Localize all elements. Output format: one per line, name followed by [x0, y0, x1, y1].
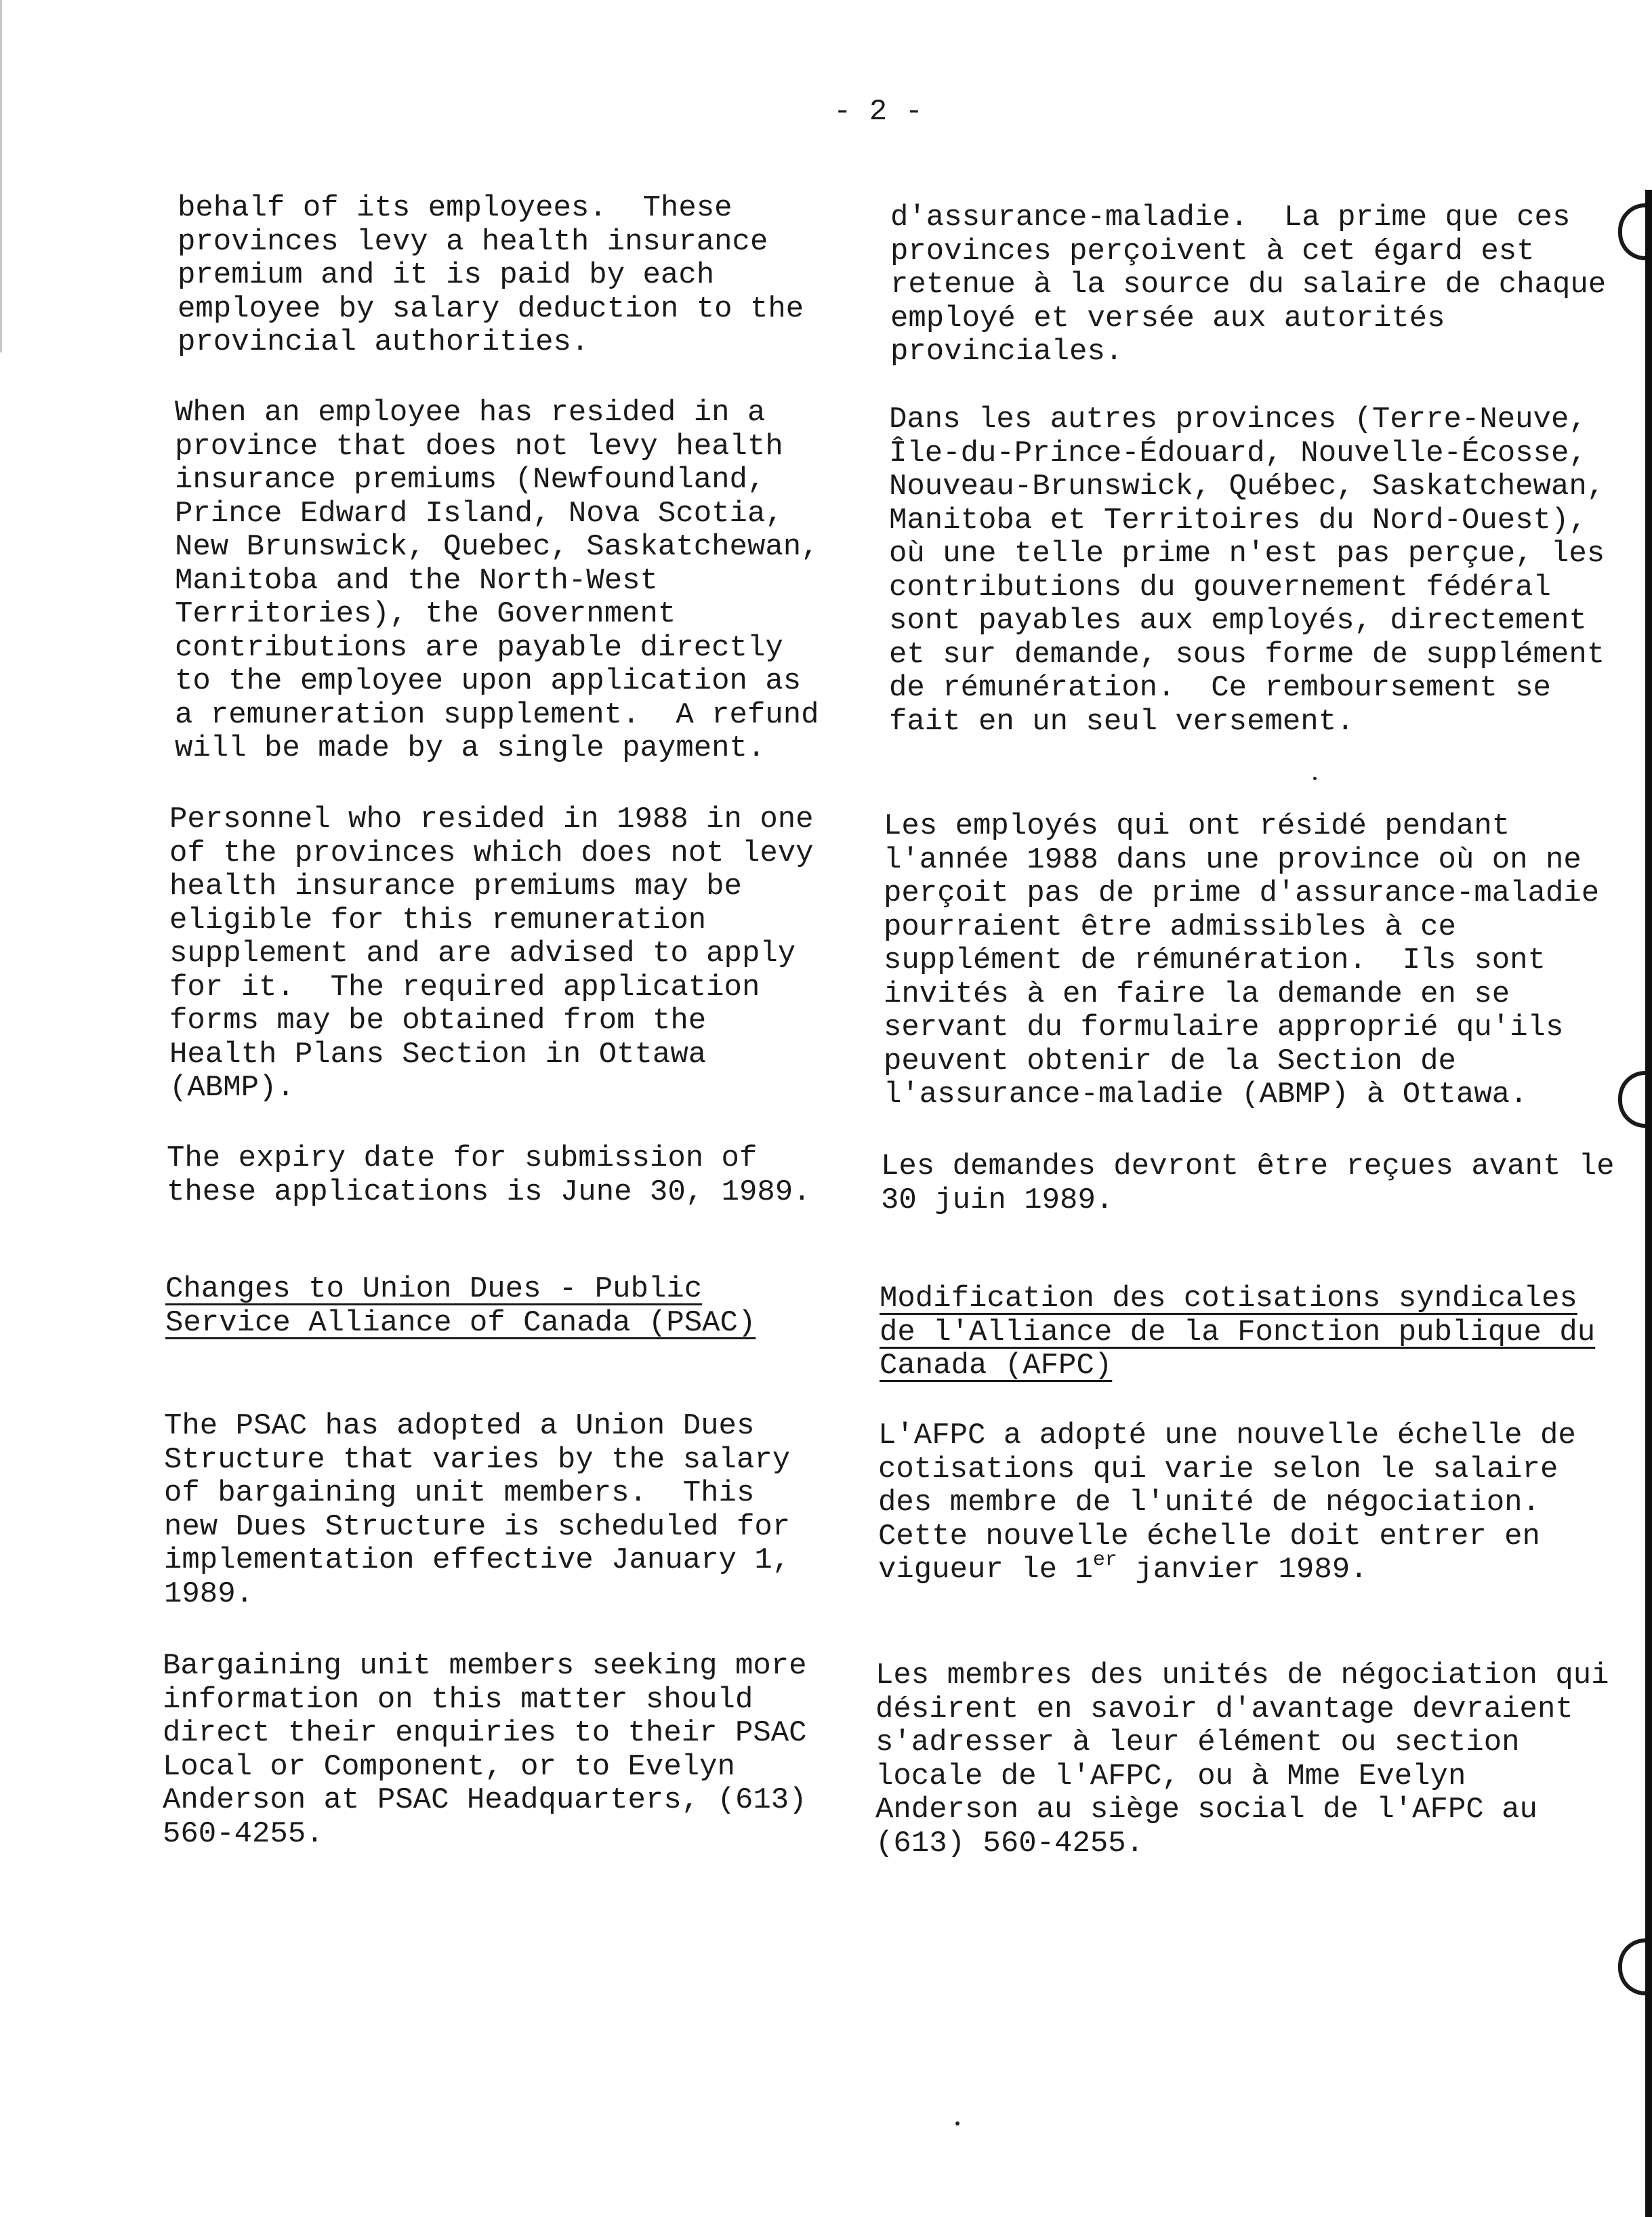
text-line-with-superscript — [878, 1549, 1576, 1587]
text-line: supplément de rémunération. Ils sont — [884, 943, 1546, 977]
left-paragraph-5 — [164, 1410, 790, 1611]
text-fragment: vigueur le 1 — [878, 1553, 1093, 1587]
heading-text: Service Alliance of Canada (PSAC) — [165, 1305, 756, 1340]
text-line: will be made by a single payment. — [175, 731, 766, 765]
right-paragraph-3 — [884, 810, 1599, 1112]
binder-ring-mark — [1618, 203, 1645, 260]
text-line: forms may be obtained from the — [169, 1004, 707, 1038]
scan-right-edge — [1645, 190, 1652, 2217]
heading-line — [165, 1273, 756, 1307]
left-paragraph-2 — [175, 396, 819, 766]
binder-ring-mark — [1618, 1071, 1645, 1128]
text-line: s'adresser à leur élément ou section — [875, 1726, 1520, 1760]
text-line: eligible for this remuneration — [169, 903, 707, 937]
ordinal-superscript: er — [1092, 1549, 1117, 1572]
text-line: pourraient être admissibles à ce — [884, 910, 1456, 944]
text-line: Dans les autres provinces (Terre-Neuve, — [889, 403, 1587, 436]
text-line: The PSAC has adopted a Union Dues — [164, 1409, 755, 1443]
text-line: Les demandes devront être reçues avant le — [881, 1150, 1615, 1183]
heading-line — [165, 1307, 756, 1341]
text-line: of bargaining unit members. This — [164, 1476, 755, 1510]
text-line: l'année 1988 dans une province où on ne — [884, 842, 1582, 877]
right-section-heading — [880, 1282, 1595, 1383]
heading-text: Modification des cotisations syndicales — [880, 1282, 1577, 1316]
text-line: premium and it is paid by each — [178, 258, 715, 292]
scan-left-edge — [0, 0, 2, 352]
heading-text: Canada (AFPC) — [880, 1349, 1113, 1383]
text-line: désirent en savoir d'avantage devraient — [875, 1692, 1573, 1726]
text-fragment: janvier 1989. — [1117, 1553, 1368, 1587]
text-line: des membre de l'unité de négociation. — [878, 1486, 1540, 1520]
text-line: Structure that varies by the salary — [164, 1442, 791, 1477]
text-line: Territories), the Government — [175, 597, 676, 631]
text-line: Health Plans Section in Ottawa — [169, 1037, 707, 1072]
text-line: provinciales. — [890, 335, 1123, 369]
text-line: L'AFPC a adopté une nouvelle échelle de — [878, 1419, 1576, 1452]
right-paragraph-6 — [875, 1659, 1609, 1860]
text-line: behalf of its employees. These — [178, 191, 732, 225]
text-line: (613) 560-4255. — [875, 1826, 1144, 1860]
text-line: Bargaining unit members seeking more — [163, 1649, 807, 1683]
text-line: province that does not levy health — [175, 429, 783, 464]
text-line: employee by salary deduction to the — [178, 291, 804, 326]
text-line: et sur demande, sous forme de supplément — [889, 637, 1605, 672]
text-line: retenue à la source du salaire de chaque — [890, 268, 1607, 302]
heading-text: Changes to Union Dues - Public — [165, 1272, 703, 1306]
text-line: employé et versée aux autorités — [890, 301, 1445, 335]
text-line: Anderson at PSAC Headquarters, (613) — [163, 1783, 807, 1817]
text-line: locale de l'AFPC, ou à Mme Evelyn — [875, 1759, 1466, 1793]
binder-ring-mark — [1618, 1938, 1645, 1995]
text-line: new Dues Structure is scheduled for — [164, 1509, 791, 1544]
text-line: où une telle prime n'est pas perçue, les — [889, 537, 1605, 571]
text-line: direct their enquiries to their PSAC — [163, 1716, 807, 1750]
text-line: contributions are payable directly — [175, 630, 783, 665]
right-paragraph-5 — [878, 1419, 1576, 1587]
text-line: Manitoba and the North-West — [175, 563, 658, 598]
text-line: Les membres des unités de négociation qui — [875, 1659, 1609, 1692]
text-line: these applications is June 30, 1989. — [167, 1175, 811, 1209]
text-line: (ABMP). — [169, 1071, 295, 1105]
text-line: Manitoba et Territoires du Nord-Ouest), — [889, 503, 1587, 537]
text-line: of the provinces which does not levy — [169, 836, 814, 870]
text-line: servant du formulaire approprié qu'ils — [884, 1011, 1564, 1044]
text-line: insurance premiums (Newfoundland, — [175, 463, 766, 497]
right-paragraph-1 — [890, 201, 1606, 369]
text-line: 30 juin 1989. — [881, 1183, 1114, 1217]
text-line: Personnel who resided in 1988 in one — [169, 802, 814, 836]
text-line: de rémunération. Ce remboursement se — [889, 671, 1551, 705]
text-line: sont payables aux employés, directement — [889, 604, 1587, 638]
text-line: a remuneration supplement. A refund — [175, 697, 819, 732]
heading-line — [880, 1316, 1595, 1350]
text-line: The expiry date for submission of — [167, 1141, 758, 1175]
text-line: Les employés qui ont résidé pendant — [884, 809, 1510, 843]
text-line: perçoit pas de prime d'assurance-maladie — [884, 876, 1600, 910]
text-line: supplement and are advised to apply — [169, 937, 796, 971]
heading-line — [880, 1349, 1595, 1383]
text-line: When an employee has resided in a — [175, 396, 766, 430]
text-line: Cette nouvelle échelle doit entrer en — [878, 1519, 1540, 1553]
right-paragraph-2 — [889, 403, 1605, 739]
left-section-heading — [165, 1273, 756, 1340]
text-line: 560-4255. — [163, 1816, 324, 1851]
text-line: invités à en faire la demande en se — [884, 977, 1510, 1011]
heading-line — [880, 1282, 1595, 1316]
scan-speck — [955, 2121, 959, 2126]
text-line: 1989. — [164, 1577, 254, 1611]
text-line: Local or Component, or to Evelyn — [163, 1749, 735, 1784]
text-line: implementation effective January 1, — [164, 1543, 791, 1577]
text-line: cotisations qui varie selon le salaire — [878, 1452, 1558, 1486]
text-line: Anderson au siège social de l'AFPC au — [875, 1793, 1537, 1827]
text-line: health insurance premiums may be — [169, 870, 742, 903]
text-line: Prince Edward Island, Nova Scotia, — [175, 496, 783, 531]
text-line: provincial authorities. — [178, 325, 590, 359]
text-line: l'assurance-maladie (ABMP) à Ottawa. — [884, 1078, 1528, 1112]
text-line: contributions du gouvernement fédéral — [889, 570, 1551, 605]
text-line: Île-du-Prince-Édouard, Nouvelle-Écosse, — [889, 436, 1587, 470]
text-line: Nouveau-Brunswick, Québec, Saskatchewan, — [889, 470, 1605, 504]
left-paragraph-4 — [167, 1142, 811, 1209]
text-line: d'assurance-maladie. La prime que ces — [890, 201, 1571, 235]
text-line: provinces perçoivent à cet égard est — [890, 234, 1535, 268]
right-paragraph-4 — [881, 1150, 1615, 1217]
text-line: for it. The required application — [169, 970, 760, 1004]
text-line: to the employee upon application as — [175, 664, 802, 698]
scan-speck — [1313, 777, 1317, 780]
left-paragraph-3 — [169, 803, 814, 1105]
left-paragraph-1 — [178, 192, 804, 360]
text-line: provinces levy a health insurance — [178, 224, 768, 259]
text-line: peuvent obtenir de la Section de — [884, 1044, 1456, 1078]
heading-text: de l'Alliance de la Fonction publique du — [880, 1315, 1596, 1349]
text-line: fait en un seul versement. — [889, 704, 1355, 739]
text-line: information on this matter should — [163, 1682, 753, 1717]
left-paragraph-6 — [163, 1650, 807, 1851]
page-number: - 2 - — [833, 95, 924, 129]
text-line: New Brunswick, Quebec, Saskatchewan, — [175, 530, 819, 564]
